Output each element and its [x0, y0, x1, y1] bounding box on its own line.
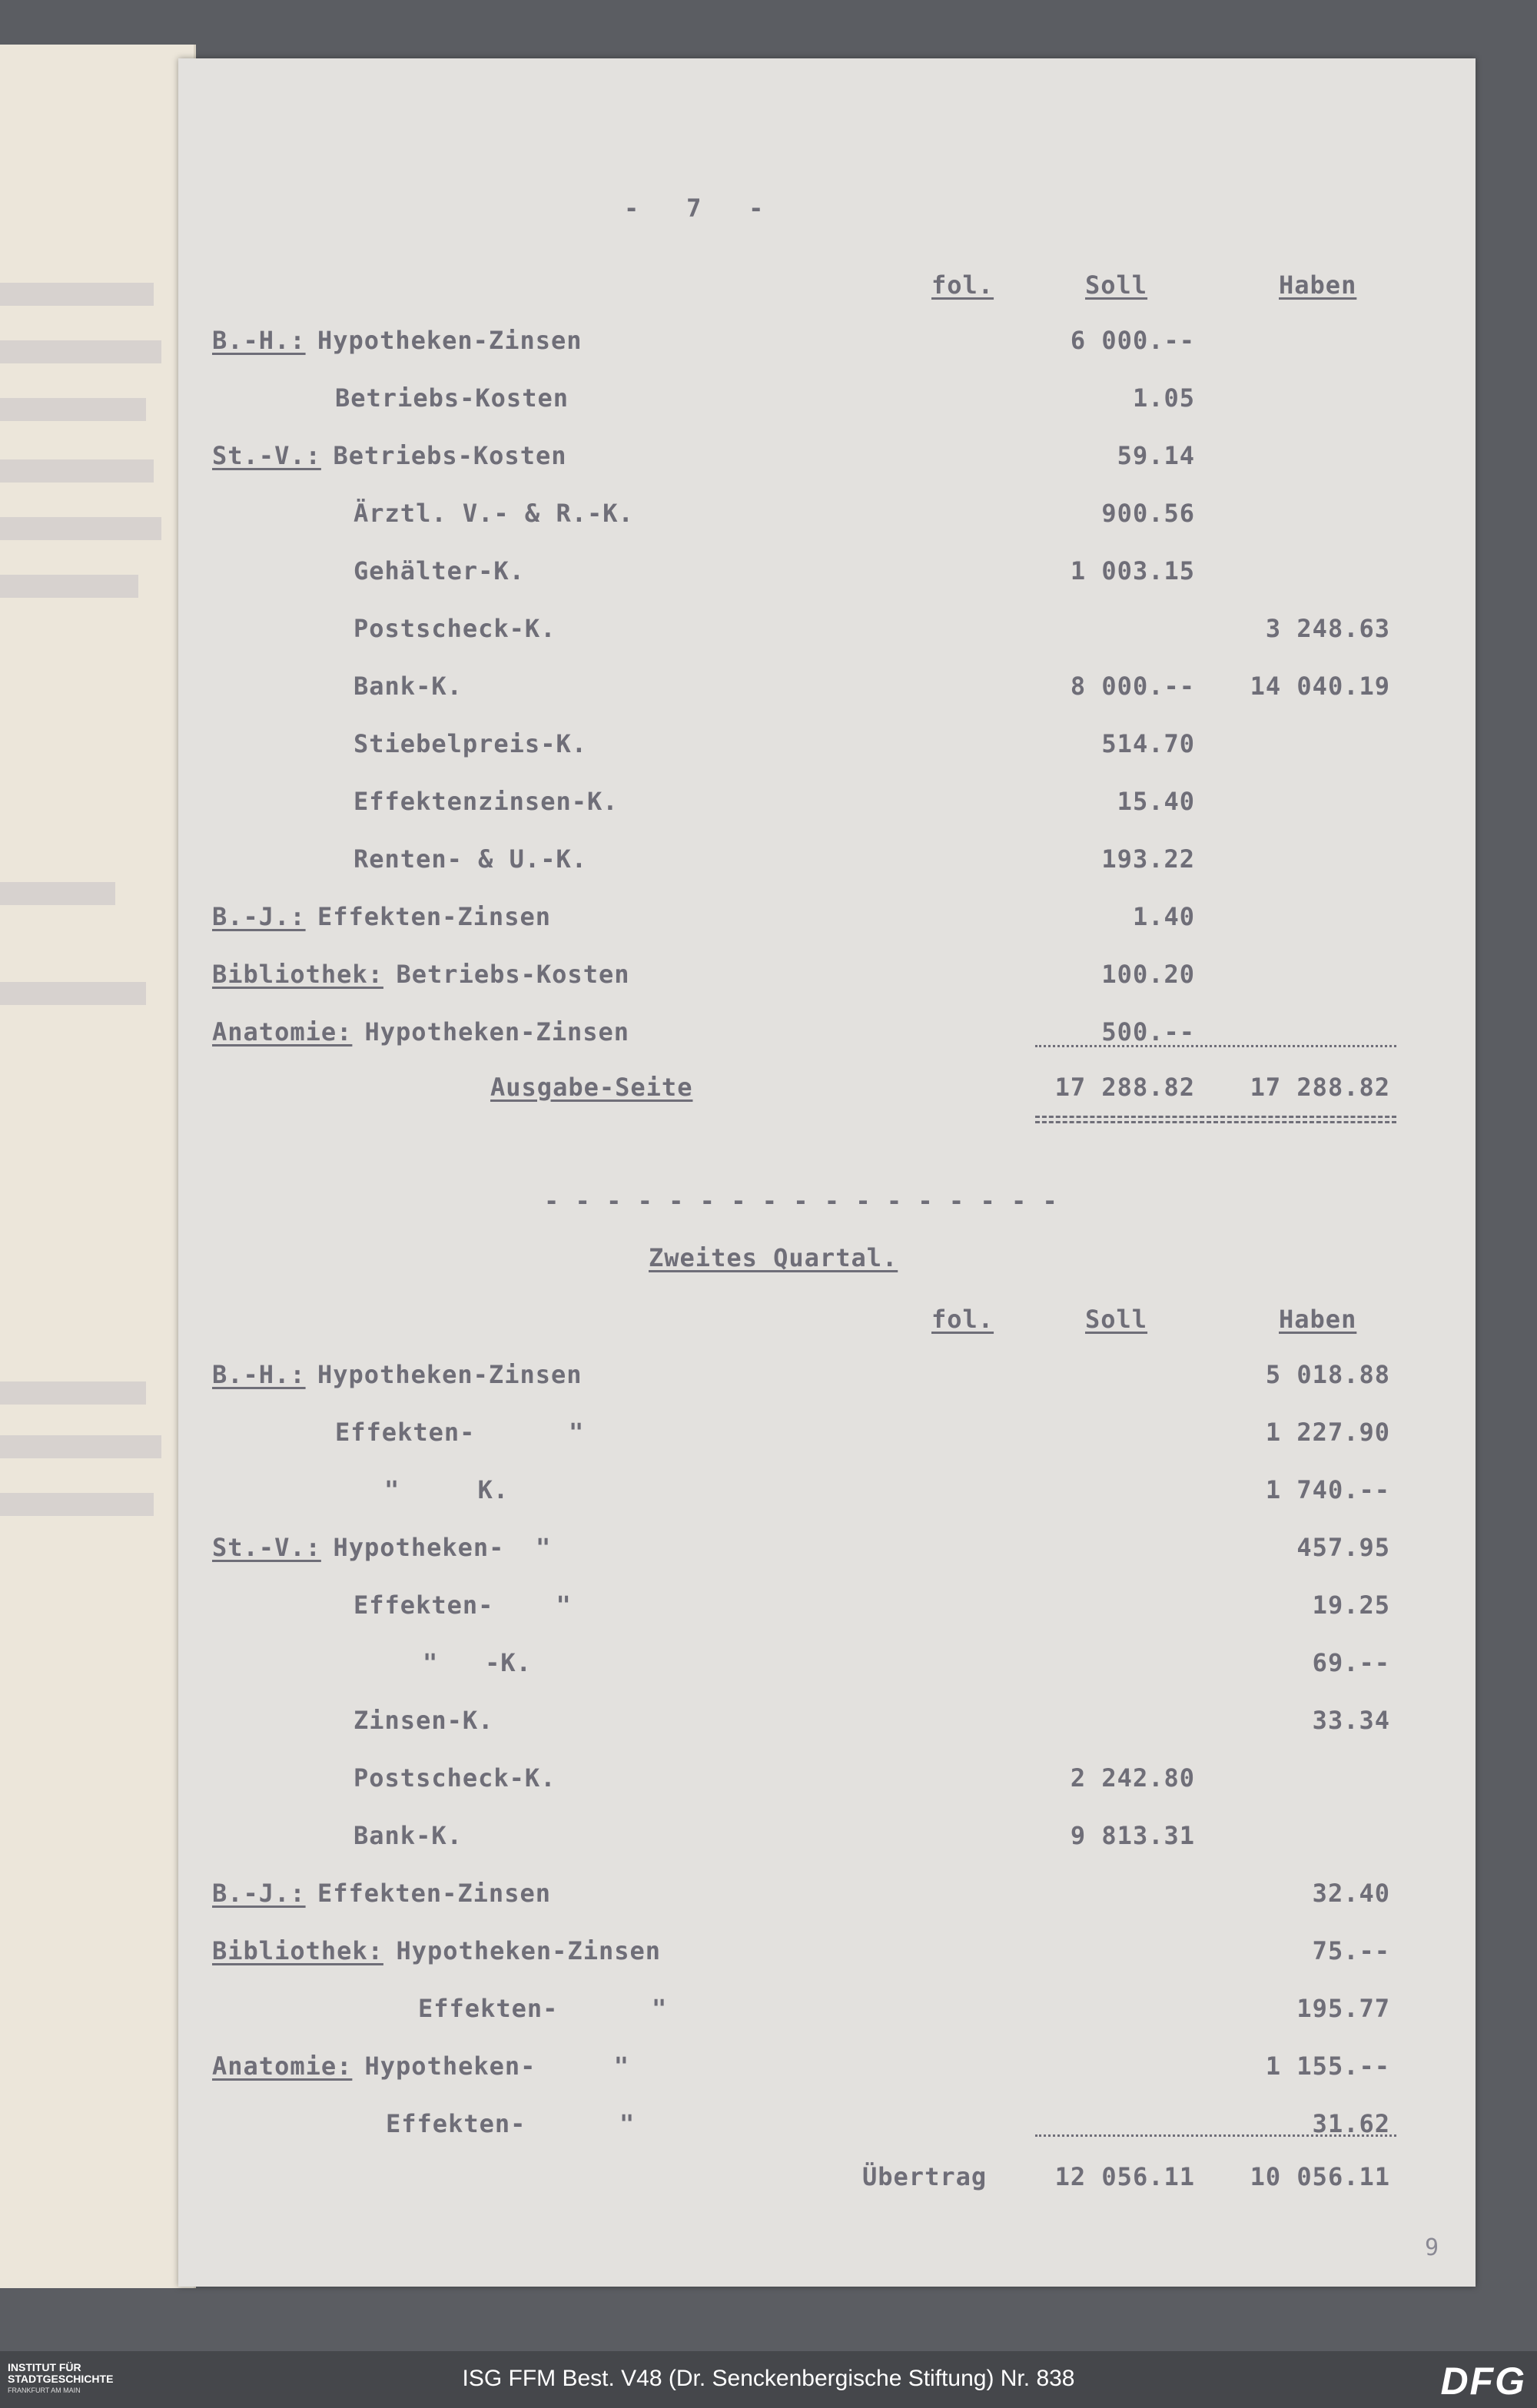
- ledger-account-group: St.-V.:: [212, 1533, 321, 1562]
- column-header-fol: fol.: [931, 1305, 994, 1334]
- ledger-entry-label: Postscheck-K.: [354, 614, 556, 643]
- document-title: ISG FFM Best. V48 (Dr. Senckenbergische Stiftung) Nr. 838: [462, 2366, 1075, 2391]
- ledger-entry-label: Effekten- ": [386, 2109, 636, 2138]
- ledger-entry-label: Stiebelpreis-K.: [354, 729, 587, 758]
- document-page: [178, 58, 1476, 2287]
- ledger-entry-label: Postscheck-K.: [354, 1763, 556, 1793]
- bleed-through-line: [0, 882, 115, 905]
- double-rule: [1035, 1121, 1396, 1123]
- column-header-soll: Soll: [1085, 1305, 1148, 1334]
- ledger-soll-value: 500.--: [1101, 1017, 1195, 1046]
- ledger-entry-label: Effekten-Zinsen: [317, 1879, 551, 1908]
- sum-rule: [1035, 1045, 1396, 1047]
- ledger-soll-value: 9 813.31: [1070, 1821, 1195, 1850]
- ledger-account-group: B.-H.:: [212, 1360, 306, 1389]
- left-page-edge: [0, 45, 196, 2288]
- ledger-entry-label: " K.: [384, 1475, 510, 1504]
- ledger-entry-label: Gehälter-K.: [354, 556, 525, 585]
- ledger-entry-label: Betriebs-Kosten: [335, 383, 569, 413]
- ledger-haben-value: 1 227.90: [1265, 1418, 1390, 1447]
- ledger-account-group: St.-V.:: [212, 441, 321, 470]
- ledger-soll-value: 1.05: [1132, 383, 1195, 413]
- page-number: - 7 -: [624, 194, 765, 223]
- ledger-soll-value: 1.40: [1132, 902, 1195, 931]
- ledger-soll-value: 2 242.80: [1070, 1763, 1195, 1793]
- ledger-soll-value: 6 000.--: [1070, 326, 1195, 355]
- ledger-entry-label: Bank-K.: [354, 1821, 463, 1850]
- ledger-account-group: Bibliothek:: [212, 960, 383, 989]
- dfg-logo: DFG: [1440, 2360, 1526, 2403]
- ledger-entry-label: Zinsen-K.: [354, 1706, 494, 1735]
- ledger-haben-value: 19.25: [1312, 1590, 1390, 1620]
- ledger-soll-value: 1 003.15: [1070, 556, 1195, 585]
- ledger-haben-value: 69.--: [1312, 1648, 1390, 1677]
- bleed-through-line: [0, 517, 161, 540]
- institution-line: INSTITUT FÜR: [8, 2361, 81, 2373]
- ledger-haben-value: 457.95: [1296, 1533, 1390, 1562]
- bleed-through-line: [0, 283, 154, 306]
- ledger-entry-label: Effekten- ": [354, 1590, 572, 1620]
- ledger-entry-label: Ärztl. V.- & R.-K.: [354, 499, 634, 528]
- ledger-entry-label: Bank-K.: [354, 672, 463, 701]
- ledger-haben-value: 14 040.19: [1250, 672, 1390, 701]
- ledger-entry-label: Effekten-Zinsen: [317, 902, 551, 931]
- ledger-soll-value: 8 000.--: [1070, 672, 1195, 701]
- bleed-through-line: [0, 982, 146, 1005]
- bleed-through-line: [0, 1435, 161, 1458]
- ledger-account-group: B.-J.:: [212, 1879, 306, 1908]
- ledger-account-group: B.-H.:: [212, 326, 306, 355]
- ledger-account-group: Bibliothek:: [212, 1936, 383, 1965]
- ledger-haben-value: 3 248.63: [1265, 614, 1390, 643]
- ledger-soll-value: 100.20: [1101, 960, 1195, 989]
- column-header-soll: Soll: [1085, 270, 1148, 300]
- carry-over-label: Übertrag: [862, 2162, 988, 2191]
- total-haben: 17 288.82: [1250, 1073, 1390, 1102]
- ledger-entry-label: Hypotheken-Zinsen: [364, 1017, 630, 1046]
- bleed-through-line: [0, 459, 154, 483]
- ledger-soll-value: 900.56: [1101, 499, 1195, 528]
- institution-line: STADTGESCHICHTE: [8, 2373, 114, 2385]
- ledger-account-group: B.-J.:: [212, 902, 306, 931]
- ledger-haben-value: 1 740.--: [1265, 1475, 1390, 1504]
- ledger-entry-label: " -K.: [423, 1648, 532, 1677]
- bleed-through-line: [0, 398, 146, 421]
- double-rule: [1035, 1116, 1396, 1118]
- ledger-haben-value: 32.40: [1312, 1879, 1390, 1908]
- ledger-entry-label: Betriebs-Kosten: [396, 960, 630, 989]
- bleed-through-line: [0, 1493, 154, 1516]
- ledger-haben-value: 5 018.88: [1265, 1360, 1390, 1389]
- ledger-entry-label: Hypotheken-Zinsen: [317, 326, 583, 355]
- bleed-through-line: [0, 575, 138, 598]
- ledger-entry-label: Effekten- ": [418, 1994, 668, 2023]
- sum-rule: [1035, 2134, 1396, 2137]
- ledger-entry-label: Hypotheken-Zinsen: [396, 1936, 662, 1965]
- ledger-soll-value: 15.40: [1117, 787, 1195, 816]
- ledger-entry-label: Effektenzinsen-K.: [354, 787, 619, 816]
- ledger-entry-label: Hypotheken- ": [333, 1533, 552, 1562]
- column-header-haben: Haben: [1279, 270, 1357, 300]
- ledger-haben-value: 195.77: [1296, 1994, 1390, 2023]
- page-mark: 9: [1425, 2234, 1439, 2261]
- ledger-haben-value: 75.--: [1312, 1936, 1390, 1965]
- ledger-entry-label: Effekten- ": [335, 1418, 585, 1447]
- column-header-fol: fol.: [931, 270, 994, 300]
- ledger-account-group: Anatomie:: [212, 2051, 353, 2081]
- ledger-haben-value: 33.34: [1312, 1706, 1390, 1735]
- ledger-soll-value: 193.22: [1101, 844, 1195, 874]
- ledger-entry-label: Hypotheken- ": [364, 2051, 630, 2081]
- bleed-through-line: [0, 1381, 146, 1405]
- column-header-haben: Haben: [1279, 1305, 1357, 1334]
- ledger-entry-label: Hypotheken-Zinsen: [317, 1360, 583, 1389]
- carry-over-haben: 10 056.11: [1250, 2162, 1390, 2191]
- total-label: Ausgabe-Seite: [490, 1073, 693, 1102]
- ledger-account-group: Anatomie:: [212, 1017, 353, 1046]
- total-soll: 17 288.82: [1054, 1073, 1195, 1102]
- bleed-through-line: [0, 340, 161, 363]
- institution-city: FRANKFURT AM MAIN: [8, 2386, 81, 2394]
- ledger-entry-label: Betriebs-Kosten: [333, 441, 567, 470]
- ledger-soll-value: 59.14: [1117, 441, 1195, 470]
- footer-bar: [0, 2351, 1537, 2408]
- carry-over-soll: 12 056.11: [1054, 2162, 1195, 2191]
- section-title: Zweites Quartal.: [649, 1243, 898, 1272]
- ledger-haben-value: 31.62: [1312, 2109, 1390, 2138]
- ledger-haben-value: 1 155.--: [1265, 2051, 1390, 2081]
- ledger-entry-label: Renten- & U.-K.: [354, 844, 587, 874]
- ledger-soll-value: 514.70: [1101, 729, 1195, 758]
- section-separator: - - - - - - - - - - - - - - - - -: [544, 1186, 1058, 1216]
